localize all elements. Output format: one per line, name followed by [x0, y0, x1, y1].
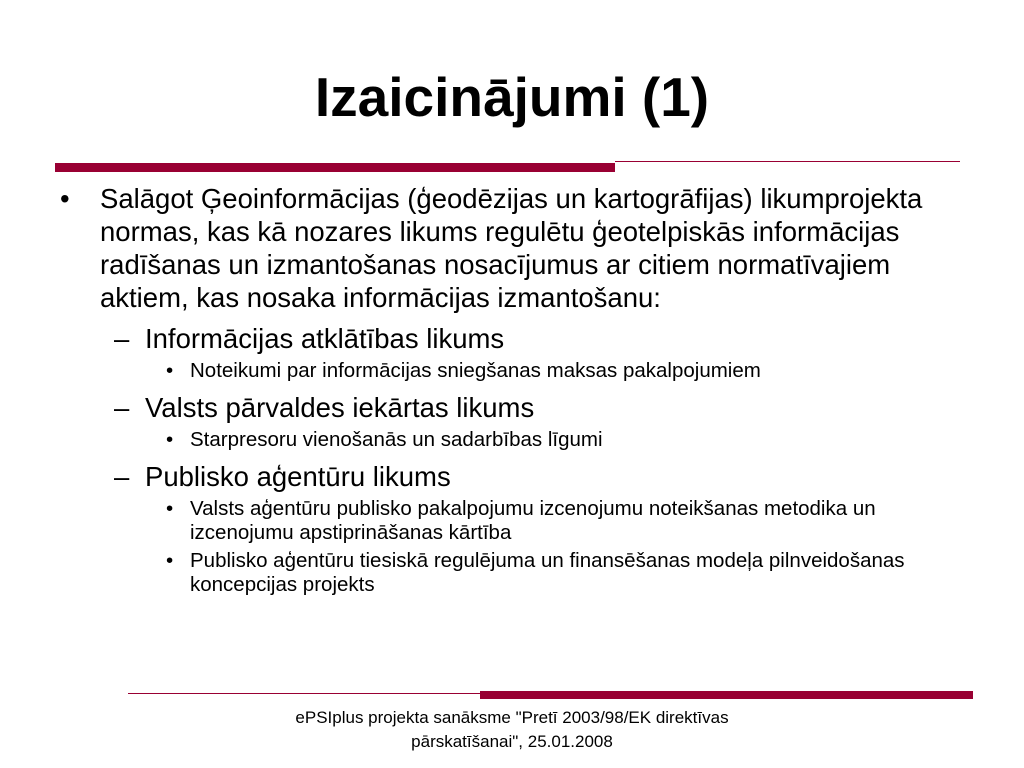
- slide-title: Izaicinājumi (1): [314, 66, 710, 128]
- dash-marker: –: [114, 461, 130, 492]
- sub-sub-bullet-text: Starpresoru vienošanās un sadarbības līgumi: [190, 428, 603, 451]
- title-divider-thick: [55, 163, 615, 172]
- sub-sub-bullet-text: Valsts aģentūru publisko pakalpojumu izcenojumu noteikšanas metodika un izcenojumu apstiprināšanas kārtība: [190, 497, 876, 544]
- bullet-marker: •: [166, 359, 174, 382]
- sub-bullet-text: Valsts pārvaldes iekārtas likums: [145, 392, 535, 423]
- dash-marker: –: [114, 392, 130, 423]
- sub-sub-bullet-text: Noteikumi par informācijas sniegšanas maksas pakalpojumiem: [190, 359, 761, 382]
- bullet-marker: •: [60, 183, 70, 214]
- title-divider-thin: [615, 161, 960, 162]
- sub-bullet-text: Publisko aģentūru likums: [145, 461, 451, 492]
- footer-divider-thin: [128, 693, 480, 694]
- sub-sub-bullet-text: Publisko aģentūru tiesiskā regulējuma un finansēšanas modeļa pilnveidošanas koncepcijas projekts: [190, 549, 905, 596]
- footer-divider-thick: [480, 691, 973, 699]
- sub-sub-bullet-item: [58, 359, 968, 383]
- sub-sub-bullet-item: [58, 428, 968, 452]
- footer-line-1: ePSIplus projekta sanāksme "Pretī 2003/98/EK direktīvas: [295, 708, 729, 727]
- bullet-marker: •: [166, 428, 174, 451]
- sub-bullet-information-openness-law: [58, 322, 968, 355]
- dash-marker: –: [114, 323, 130, 354]
- bullet-marker: •: [166, 497, 174, 520]
- bullet-main-text: Salāgot Ģeoinformācijas (ģeodēzijas un kartogrāfijas) likumprojekta normas, kas kā nozares likums regulētu ģeotelpiskās informācijas radīšanas un izmantošanas nosacījumus ar citiem normatīvajiem aktiem, kas nosaka informācijas izmantošanu:: [100, 183, 923, 313]
- sub-bullet-text: Informācijas atklātības likums: [145, 323, 505, 354]
- bullet-main: [58, 182, 968, 314]
- sub-sub-bullet-item: [58, 497, 968, 545]
- sub-bullet-public-agencies-law: [58, 460, 968, 493]
- footer-line-2: pārskatīšanai", 25.01.2008: [411, 732, 613, 751]
- slide-footer: [250, 706, 774, 754]
- sub-bullet-state-administration-law: [58, 391, 968, 424]
- slide-body: [58, 182, 968, 597]
- sub-sub-bullet-item: [58, 549, 968, 597]
- bullet-marker: •: [166, 549, 174, 572]
